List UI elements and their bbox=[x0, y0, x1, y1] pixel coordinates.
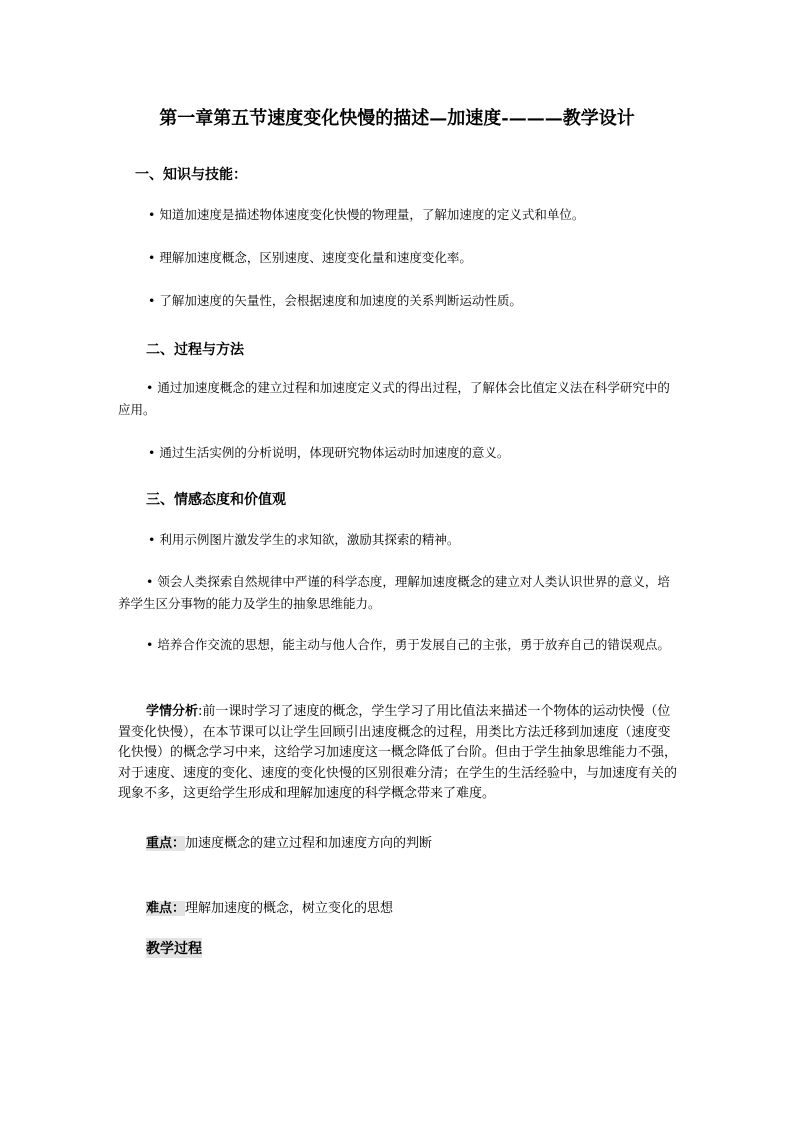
difficulty-label: 难点： bbox=[146, 901, 186, 916]
list-item: • 领会人类探索自然规律中严谨的科学态度，理解加速度概念的建立对人类认识世界的意义，培养学生区分事物的能力及学生的抽象思维能力。 bbox=[118, 574, 670, 611]
key-point-text: 加速度概念的建立过程和加速度方向的判断 bbox=[185, 836, 433, 851]
difficulty-text: 理解加速度的概念，树立变化的思想 bbox=[185, 901, 394, 916]
section-heading-attitude: 三、情感态度和价值观 bbox=[146, 492, 286, 508]
list-item: • 了解加速度的矢量性，会根据速度和加速度的关系判断运动性质。 bbox=[148, 293, 522, 308]
section-heading-process: 二、过程与方法 bbox=[146, 342, 244, 358]
list-item: • 利用示例图片激发学生的求知欲，激励其探索的精神。 bbox=[148, 532, 460, 547]
key-point-label: 重点： bbox=[146, 836, 186, 851]
student-analysis-label: 学情分析 bbox=[146, 704, 199, 719]
section-heading-knowledge: 一、知识与技能： bbox=[135, 167, 247, 183]
key-point bbox=[146, 832, 432, 851]
list-item: • 通过生活实例的分析说明，体现研究物体运动时加速度的意义。 bbox=[148, 445, 510, 460]
list-item: • 通过加速度概念的建立过程和加速度定义式的得出过程，了解体会比值定义法在科学研究中的应用。 bbox=[118, 380, 670, 417]
student-analysis-paragraph bbox=[118, 702, 680, 805]
list-item: • 知道加速度是描述物体速度变化快慢的物理量，了解加速度的定义式和单位。 bbox=[148, 207, 585, 222]
student-analysis-text: :前一课时学习了速度的概念，学生学习了用比值法来描述一个物体的运动快慢（位置变化快慢），在本节课可以让学生回顾引出速度概念的过程，用类比方法迁移到加速度（速度变化快慢）的概念学习中来，这给学习加速度这一概念降低了台阶。但由于学生抽象思维能力不强，对于速度、速度的变化、速度的变化快慢的区别很难分清；在学生的生活经验中，与加速度有关的现象不多，这更给学生形成和理解加速度的科学概念带来了难度。 bbox=[118, 704, 678, 801]
list-item: • 培养合作交流的思想，能主动与他人合作，勇于发展自己的主张，勇于放弃自己的错误观点。 bbox=[146, 637, 670, 652]
page-title: 第一章第五节速度变化快慢的描述—加速度-———教学设计 bbox=[159, 108, 635, 129]
teaching-process-heading: 教学过程 bbox=[146, 938, 202, 958]
difficulty-point bbox=[146, 897, 393, 916]
list-item: • 理解加速度概念，区别速度、速度变化量和速度变化率。 bbox=[148, 250, 472, 265]
